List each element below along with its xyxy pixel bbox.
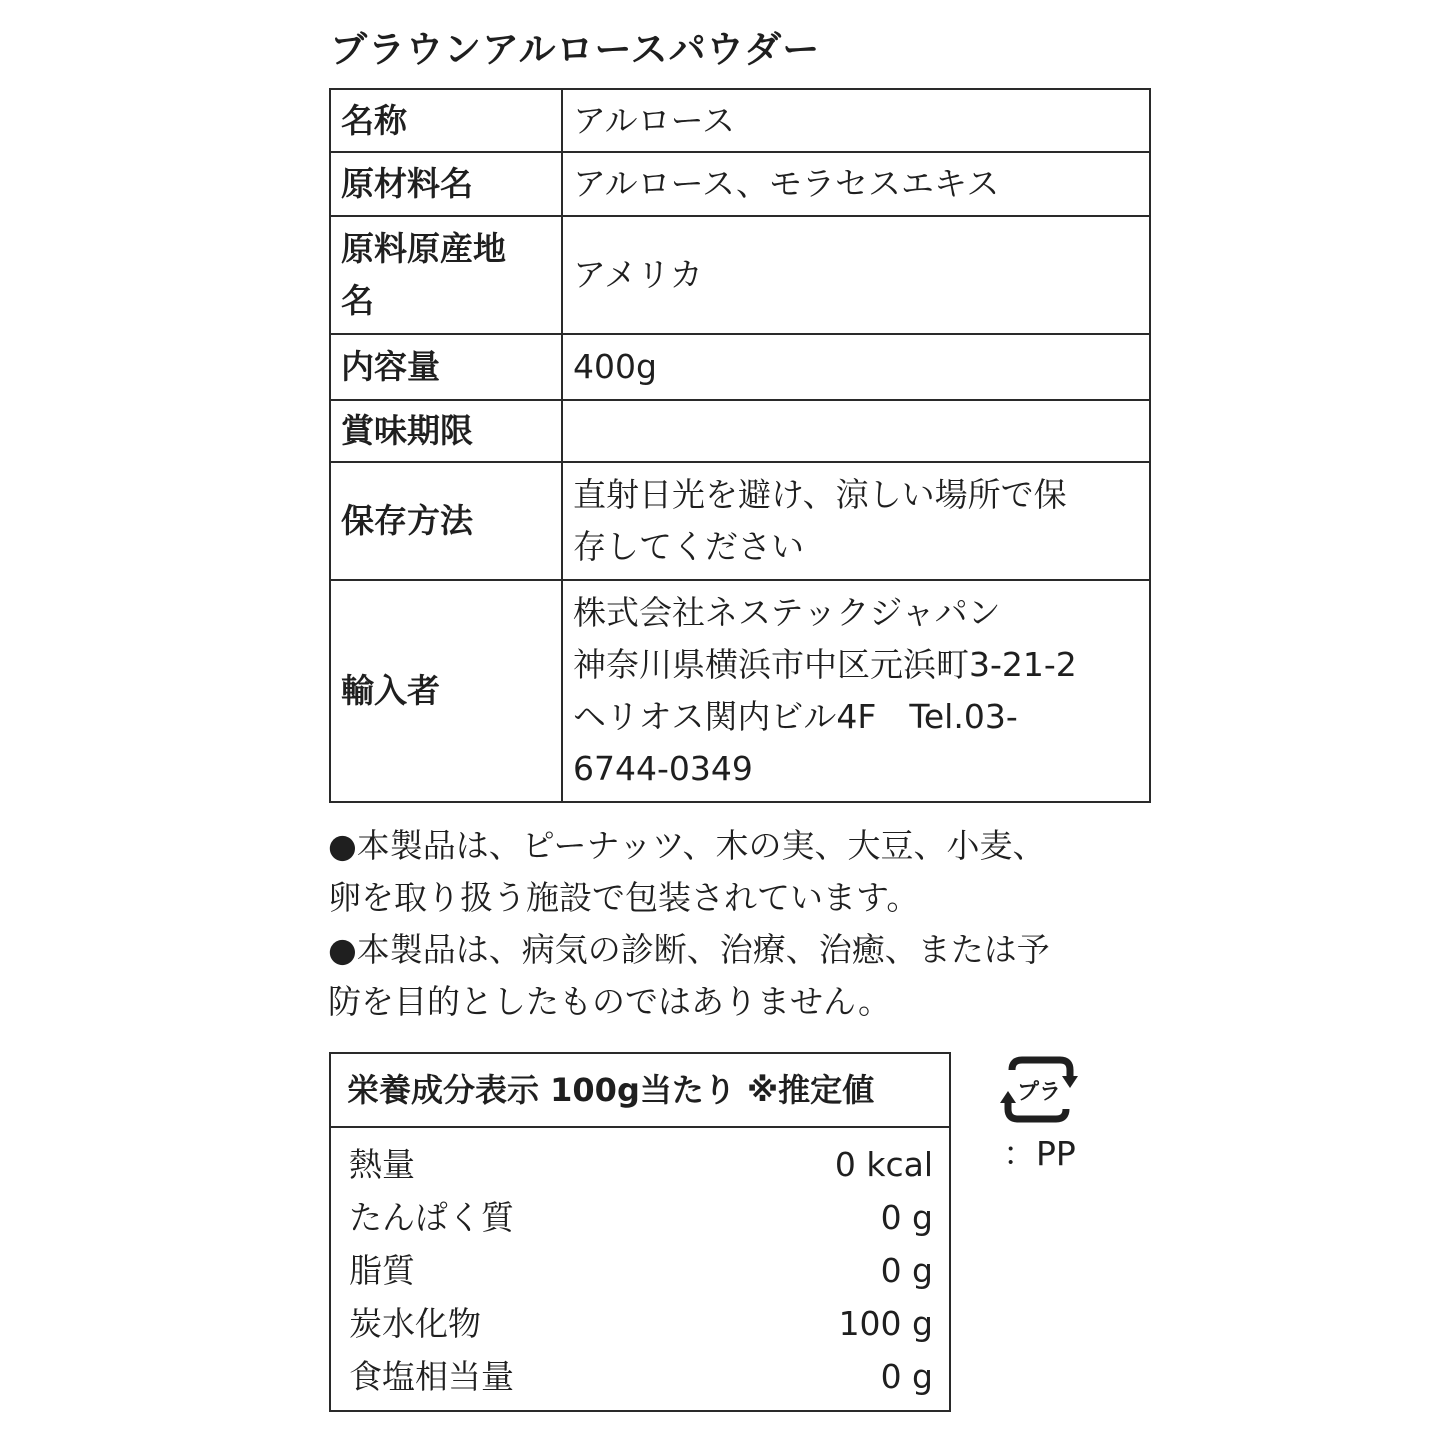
nutrition-value: 0 g [880,1198,933,1237]
note-disclaimer-line1: ●本製品は、病気の診断、治療、治癒、または予 [328,930,1050,969]
nutrition-label: 炭水化物 [349,1304,481,1343]
spec-value-origin: アメリカ [562,216,1150,334]
spec-row-importer [330,580,1150,802]
spec-row-ingredients [330,152,1150,216]
spec-label-importer: 輸入者 [330,580,562,802]
product-title: ブラウンアルロースパウダー [330,28,821,71]
spec-label-origin [330,216,562,334]
nutrition-row-energy [331,1138,949,1191]
note-disclaimer-line2: 防を目的としたものではありません。 [328,982,891,1021]
nutrition-value: 0 kcal [834,1145,933,1184]
nutrition-rows [331,1128,949,1403]
spec-label-ingredients: 原材料名 [330,152,562,216]
importer-company: 株式会社ネステックジャパン [573,593,1001,632]
spec-value-content: 400g [562,334,1150,400]
nutrition-value: 0 g [880,1357,933,1396]
spec-table [329,88,1151,803]
spec-label-name: 名称 [330,89,562,152]
spec-value-storage-line2: 存してください [573,527,804,566]
spec-value-importer [562,580,1150,802]
nutrition-row-salt [331,1350,949,1403]
spec-row-origin [330,216,1150,334]
recycle-material-label: ：PP [1003,1134,1076,1173]
nutrition-value: 100 g [838,1304,933,1343]
nutrition-row-carbohydrate [331,1297,949,1350]
spec-label-content: 内容量 [330,334,562,400]
recycle-pla-icon [998,1052,1080,1127]
spec-value-storage-line1: 直射日光を避け、涼しい場所で保 [573,475,1067,514]
spec-value-expiry [562,400,1150,462]
nutrition-label: たんぱく質 [349,1198,514,1237]
spec-label-origin-line1: 原料原産地 [341,229,506,268]
nutrition-header: 栄養成分表示 100g当たり ※推定値 [331,1054,949,1128]
nutrition-label: 熱量 [349,1145,415,1184]
nutrition-table [329,1052,951,1412]
spec-label-storage: 保存方法 [330,462,562,580]
nutrition-row-fat [331,1244,949,1297]
spec-row-storage [330,462,1150,580]
spec-value-name: アルロース [562,89,1150,152]
spec-value-storage [562,462,1150,580]
spec-row-expiry [330,400,1150,462]
nutrition-label: 食塩相当量 [349,1357,514,1396]
spec-row-content [330,334,1150,400]
nutrition-row-protein [331,1191,949,1244]
importer-tel: 6744-0349 [573,749,753,788]
importer-building-tel: ヘリオス関内ビル4F Tel.03- [573,697,1018,736]
nutrition-label: 脂質 [349,1251,415,1290]
spec-label-origin-line2: 名 [341,281,374,320]
spec-label-expiry: 賞味期限 [330,400,562,462]
note-allergen-line1: ●本製品は、ピーナッツ、木の実、大豆、小麦、 [328,826,1046,865]
spec-value-ingredients: アルロース、モラセスエキス [562,152,1150,216]
importer-address: 神奈川県横浜市中区元浜町3-21-2 [573,645,1077,684]
note-allergen-line2: 卵を取り扱う施設で包装されています。 [328,878,920,917]
notes [328,820,1158,1028]
nutrition-value: 0 g [880,1251,933,1290]
recycle-mark-text: プラ [1016,1080,1062,1105]
spec-row-name [330,89,1150,152]
